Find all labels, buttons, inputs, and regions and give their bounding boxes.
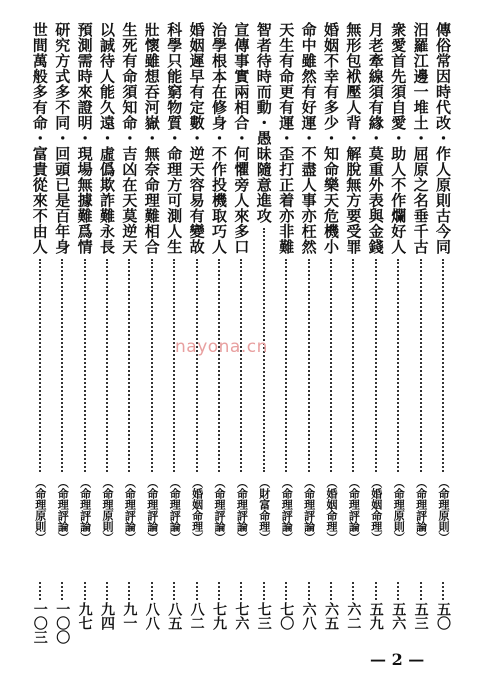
leader-dots [420, 582, 422, 600]
toc-entry [96, 22, 118, 647]
leader-dots [173, 259, 175, 473]
entry-title: 科學只能窮物質・命理方可測人生 [165, 22, 184, 255]
leader-dots [151, 259, 153, 473]
leader-dots [61, 259, 63, 473]
toc-entry [298, 22, 320, 647]
entry-page: 七九 [211, 602, 227, 630]
entry-category: ︵命理評論︶ [168, 477, 182, 543]
toc-entry [253, 22, 275, 647]
entry-category: ︵命理評論︶ [213, 477, 226, 543]
entry-title: 以誠待人能久遠・虛僞欺詐難永長 [98, 22, 116, 255]
leader-dots [285, 582, 287, 600]
entry-category: ︵命理評論︶ [302, 477, 316, 543]
toc-entry [230, 22, 252, 647]
leader-dots [442, 582, 444, 600]
leader-dots [128, 582, 130, 600]
leader-dots [151, 582, 153, 600]
leader-dots [218, 582, 220, 600]
leader-dots [240, 259, 242, 473]
entry-category: ︵命理評論︶ [78, 477, 92, 543]
leader-dots [375, 259, 377, 473]
leader-dots [39, 582, 41, 600]
entry-title: 月老牽線須有緣・莫重外表與金錢 [366, 22, 385, 255]
toc-entry [320, 22, 342, 647]
entry-title: 婚姻遲早有定數・逆天容易有變故 [187, 22, 206, 255]
toc-entry [275, 22, 297, 647]
leader-dots [330, 582, 332, 600]
toc-entry [29, 22, 51, 647]
entry-category: ︵命理評論︶ [145, 477, 159, 543]
entry-page: 八八 [143, 602, 160, 630]
entry-title: 研究方式多不同・回頭已是百年身 [53, 22, 72, 255]
entry-category: ︵命理評論︶ [56, 477, 70, 543]
toc-entry [118, 22, 140, 647]
toc-entry [387, 22, 409, 647]
entry-title: 智者待時而動・愚昧隨意進攻 [254, 22, 273, 224]
entry-category: ︵婚姻命理︶ [325, 477, 338, 543]
leader-dots [106, 259, 108, 473]
entry-title: 治學根本在修身・不作投機取巧人 [210, 22, 228, 255]
leader-dots [420, 259, 422, 473]
entry-title: 婚姻不幸有多少・知命樂天危機小 [322, 22, 340, 255]
entry-category: ︵命理原則︶ [33, 477, 47, 543]
leader-dots [375, 582, 377, 600]
leader-dots [106, 582, 108, 600]
leader-dots [352, 259, 354, 473]
entry-category: ︵命理評論︶ [347, 477, 361, 543]
entry-page: 六二 [345, 602, 362, 630]
leader-dots [173, 582, 175, 600]
leader-dots [352, 582, 354, 600]
entry-title: 衆愛首先須自愛・助人不作爛好人 [389, 22, 408, 255]
entry-category: ︵命理原則︶ [437, 477, 450, 543]
entry-title: 預測需時來證明・現場無據難爲情 [75, 22, 94, 255]
toc-entry [141, 22, 163, 647]
leader-dots [196, 259, 198, 473]
entry-category: ︵命理評論︶ [123, 477, 137, 543]
entry-title: 天生有命更有運・歪打正着亦非難 [277, 22, 296, 255]
toc-entry [365, 22, 387, 647]
entry-page: 九一 [121, 602, 138, 630]
leader-dots [61, 582, 63, 600]
leader-dots [397, 582, 399, 600]
entry-title: 無形包袱壓人背・解脫無方要受罪 [344, 22, 363, 255]
leader-dots [84, 582, 86, 600]
entry-title: 傳俗常因時代改・作人原則古今同 [434, 22, 452, 255]
entry-page: 五〇 [435, 602, 451, 630]
entry-page: 五三 [412, 602, 429, 630]
entry-page: 九四 [99, 602, 115, 630]
entry-page: 七六 [233, 602, 250, 630]
entry-page: 八五 [166, 602, 183, 630]
entry-category: ︵命理原則︶ [392, 477, 406, 543]
entry-title: 命中雖然有好運・不盡人事亦枉然 [299, 22, 318, 255]
entry-page: 一〇〇 [54, 602, 71, 644]
leader-dots [84, 259, 86, 473]
entry-page: 一〇三 [31, 602, 48, 644]
entry-page: 七三 [255, 602, 272, 630]
leader-dots [39, 259, 41, 473]
leader-dots [285, 259, 287, 473]
leader-dots [308, 259, 310, 473]
entry-page: 九七 [76, 602, 93, 630]
toc-entry [163, 22, 185, 647]
entry-title: 生死有命須知命・吉凶在天莫逆天 [120, 22, 139, 255]
entry-category: ︵命理評論︶ [414, 477, 428, 543]
entry-title: 宣傳事實兩相合・何懼旁人來多口 [232, 22, 251, 255]
entry-category: ︵命理評論︶ [235, 477, 249, 543]
leader-dots [397, 259, 399, 473]
leader-dots [330, 259, 332, 473]
entry-title: 壯懷雖想吞河嶽・無奈命理難相合 [142, 22, 161, 255]
entry-page: 八二 [188, 602, 205, 630]
leader-dots [263, 582, 265, 600]
toc-entry [432, 22, 454, 647]
leader-dots [218, 259, 220, 473]
entry-category: ︵財富命理︶ [257, 477, 271, 543]
entry-category: ︵婚姻命理︶ [369, 477, 383, 543]
entry-category: ︵命理原則︶ [101, 477, 114, 543]
watermark: nayona.cn [175, 337, 268, 357]
entry-page: 五九 [367, 602, 384, 630]
leader-dots [442, 259, 444, 473]
toc-entry [208, 22, 230, 647]
page-number: — 2 — [370, 650, 425, 669]
leader-dots [128, 259, 130, 473]
leader-dots [308, 582, 310, 600]
entry-page: 五六 [390, 602, 407, 630]
leader-dots [240, 582, 242, 600]
leader-dots [196, 582, 198, 600]
entry-page: 七〇 [278, 602, 295, 630]
entry-page: 六八 [300, 602, 317, 630]
toc-entry [74, 22, 96, 647]
entry-title: 汨羅江邊一堆土・屈原之名垂千古 [411, 22, 430, 255]
toc-entry [186, 22, 208, 647]
entry-category: ︵婚姻命理︶ [190, 477, 204, 543]
toc-entry [410, 22, 432, 647]
toc-entry [51, 22, 73, 647]
entry-page: 六五 [323, 602, 339, 630]
toc-entry [342, 22, 364, 647]
entry-category: ︵命理評論︶ [280, 477, 294, 543]
entry-title: 世間萬般多有命・富貴從來不由人 [30, 22, 49, 255]
